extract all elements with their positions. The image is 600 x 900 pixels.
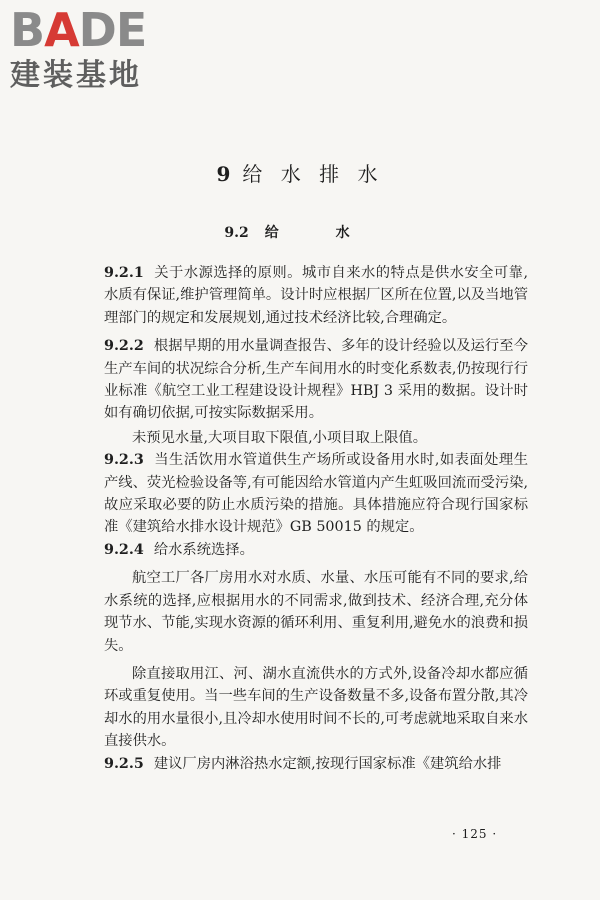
clause-9-2-2-note [104,427,528,449]
logo-letter-a: A [44,3,79,57]
clause-number: 9.2.2 [104,338,144,355]
chapter-number: 9 [216,162,231,186]
clause-9-2-2 [104,335,528,425]
clause-number: 9.2.4 [104,541,144,558]
clause-text: 关于水源选择的原则。城市自来水的特点是供水安全可靠,水质有保证,维护管理简单。设计时应根据厂区所在位置,以及当地管理部门的规定和发展规划,通过技术经济比较,合理确定。 [104,265,528,326]
clause-9-2-3 [104,449,528,539]
clause-9-2-1 [104,262,528,329]
clause-9-2-4-para-2 [104,663,528,753]
chapter-heading [0,158,600,187]
logo-wordmark [10,3,180,57]
clause-number: 9.2.5 [104,755,144,772]
clause-9-2-5 [104,753,528,775]
clause-9-2-4-para-1 [104,567,528,657]
body-text [104,262,528,775]
clause-text: 建议厂房内淋浴热水定额,按现行国家标准《建筑给水排 [153,755,502,772]
section-heading [0,222,600,242]
chapter-title: 给 水 排 水 [242,162,384,186]
section-title: 给 水 [264,225,376,241]
clause-text: 根据早期的用水量调查报告、多年的设计经验以及运行至今生产车间的状况综合分析,生产车间用水的时变化系数表,仍按现行行业标准《航空工业工程建设设计规程》HBJ 3 采用的数据。设计时如有确切依据,可按实际数据采用。 [104,338,528,422]
logo-letters-de: DE [78,3,147,57]
clause-number: 9.2.3 [104,452,144,469]
clause-text: 航空工厂各厂房用水对水质、水量、水压可能有不同的要求,给水系统的选择,应根据用水的不同需求,做到技术、经济合理,充分体现节水、节能,实现水资源的循环利用、重复利用,避免水的浪费和损失。 [104,570,528,654]
section-number: 9.2 [224,225,249,241]
clause-text: 除直接取用江、河、湖水直流供水的方式外,设备冷却水都应循环或重复使用。当一些车间的生产设备数量不多,设备布置分散,其冷却水的用水量很小,且冷却水使用时间不长的,可考虑就地采取自来水直接供水。 [104,665,528,750]
page-number: · 125 · [452,827,498,841]
logo-subtitle: 建装基地 [10,58,142,93]
clause-9-2-4 [104,539,528,561]
clause-text: 未预见水量,大项目取下限值,小项目取上限值。 [132,429,428,446]
clause-text: 给水系统选择。 [153,541,254,558]
clause-text: 当生活饮用水管道供生产场所或设备用水时,如表面处理生产线、荧光检验设备等,有可能因给水管道内产生虹吸回流而受污染,故应采取必要的防止水质污染的措施。具体措施应符合现行国家标准《建筑给水排水设计规范》GB 50015 的规定。 [104,452,528,536]
clause-number: 9.2.1 [104,265,144,281]
logo-letter-b: B [10,3,45,57]
bade-logo [10,3,180,94]
